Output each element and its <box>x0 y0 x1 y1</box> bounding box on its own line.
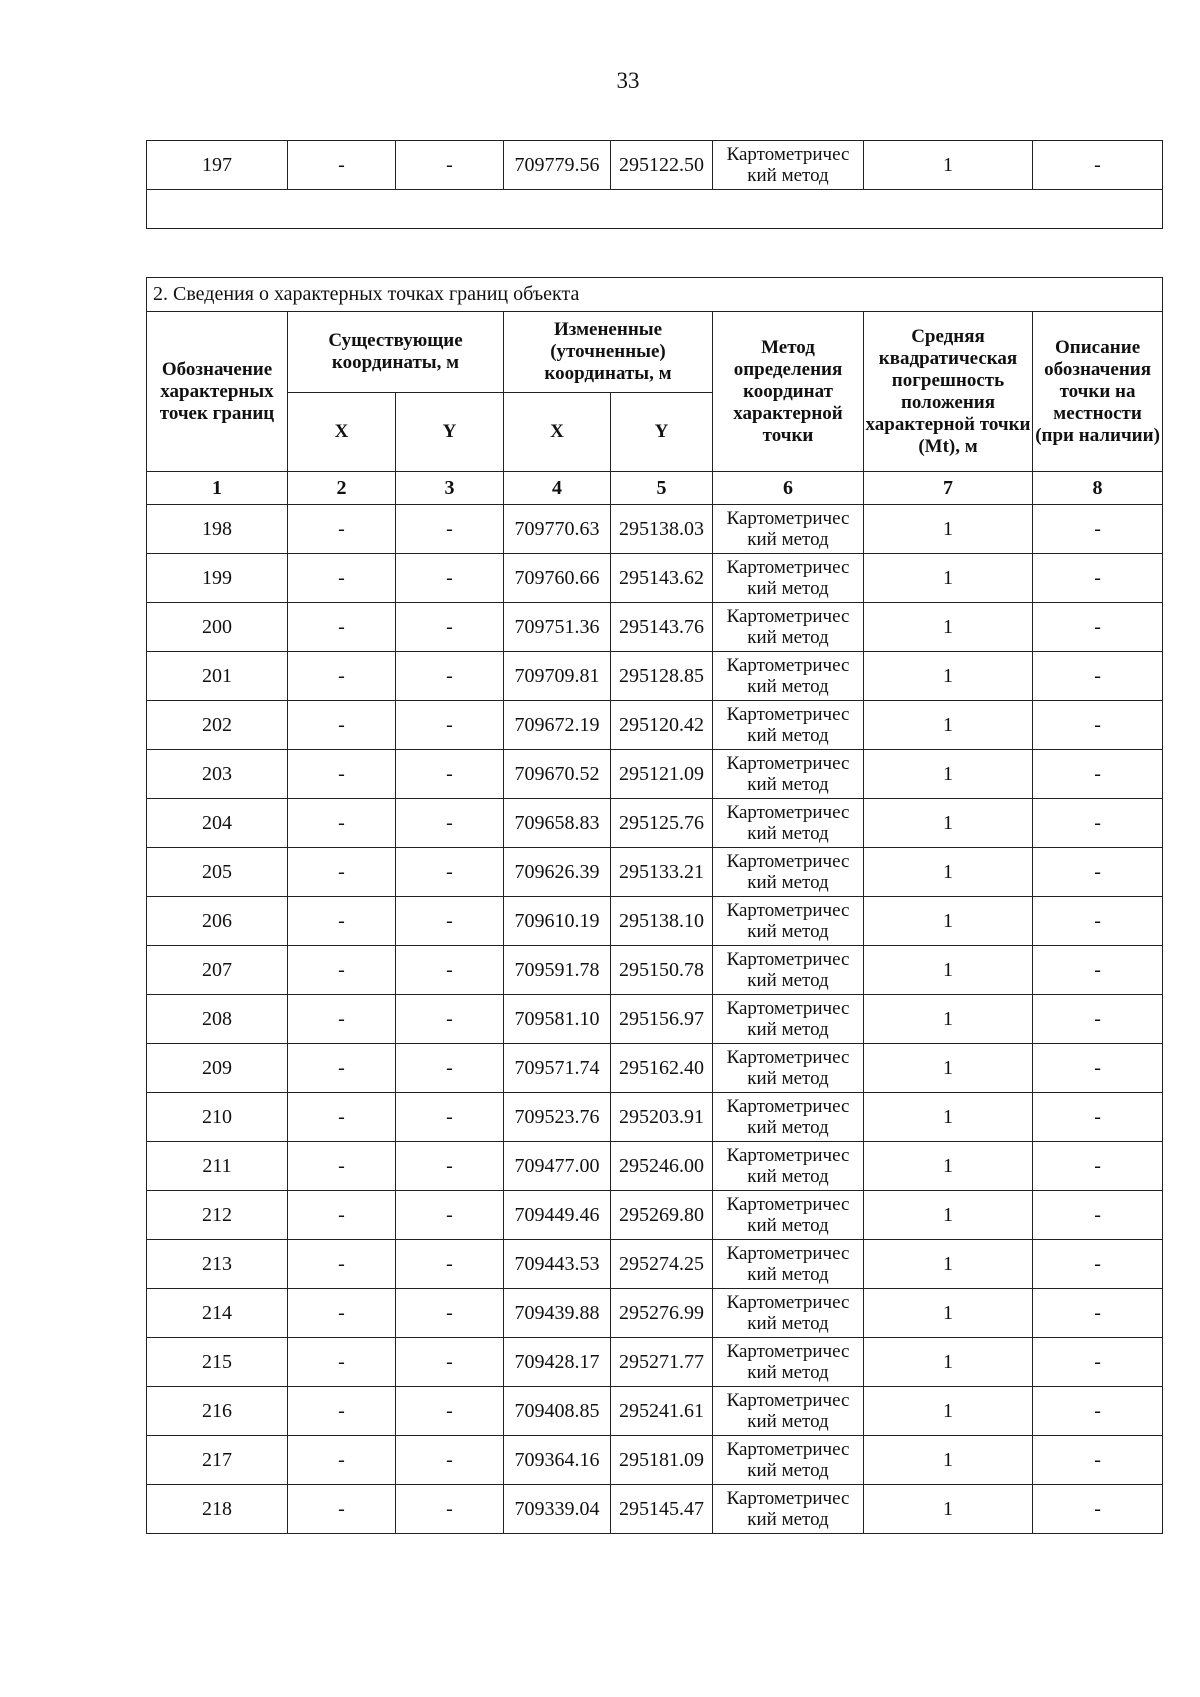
table-row <box>147 1436 1163 1485</box>
method-line-1: Картометричес <box>726 1194 850 1215</box>
description-value: - <box>1033 946 1163 995</box>
table-row <box>147 1093 1163 1142</box>
x-new: 709523.76 <box>504 1093 611 1142</box>
error-value: 1 <box>864 799 1033 848</box>
error-value: 1 <box>864 897 1033 946</box>
point-id: 218 <box>147 1485 288 1534</box>
x-existing: - <box>288 897 396 946</box>
x-new: 709591.78 <box>504 946 611 995</box>
x-existing: - <box>288 1240 396 1289</box>
method-line-1: Картометричес <box>726 655 850 676</box>
y-existing: - <box>396 1436 504 1485</box>
y-new: 295120.42 <box>611 701 713 750</box>
column-number: 5 <box>611 472 713 505</box>
method-line-1: Картометричес <box>726 1047 850 1068</box>
method-cell <box>713 652 864 701</box>
x-new: 709449.46 <box>504 1191 611 1240</box>
description-value: - <box>1033 1191 1163 1240</box>
method-line-2: кий метод <box>747 921 829 942</box>
column-number: 3 <box>396 472 504 505</box>
table-row <box>147 1240 1163 1289</box>
description-value: - <box>1033 1338 1163 1387</box>
method-line-1: Картометричес <box>726 1341 850 1362</box>
description-value: - <box>1033 652 1163 701</box>
y-new: 295145.47 <box>611 1485 713 1534</box>
method-line-2: кий метод <box>747 1362 829 1383</box>
error-value: 1 <box>864 995 1033 1044</box>
x-existing: - <box>288 946 396 995</box>
description-value: - <box>1033 848 1163 897</box>
method-line-1: Картометричес <box>726 1488 850 1509</box>
y-existing: - <box>396 1338 504 1387</box>
method-line-1: Картометричес <box>726 998 850 1019</box>
points-table-body <box>147 505 1163 1534</box>
x-existing: - <box>288 603 396 652</box>
method-cell <box>713 1289 864 1338</box>
point-id: 212 <box>147 1191 288 1240</box>
method-line-1: Картометричес <box>726 508 850 529</box>
method-cell <box>713 141 864 190</box>
table-row <box>147 995 1163 1044</box>
section-title: 2. Сведения о характерных точках границ объекта <box>147 278 1163 312</box>
point-id: 201 <box>147 652 288 701</box>
y-existing: - <box>396 603 504 652</box>
table-row <box>147 799 1163 848</box>
y-new: 295143.62 <box>611 554 713 603</box>
y-existing: - <box>396 1485 504 1534</box>
error-value: 1 <box>864 652 1033 701</box>
description-value: - <box>1033 554 1163 603</box>
method-line-2: кий метод <box>747 1509 829 1530</box>
error-value: 1 <box>864 505 1033 554</box>
y-existing: - <box>396 1142 504 1191</box>
method-line-1: Картометричес <box>726 949 850 970</box>
description-value: - <box>1033 995 1163 1044</box>
x-new: 709571.74 <box>504 1044 611 1093</box>
y-new: 295125.76 <box>611 799 713 848</box>
point-id: 202 <box>147 701 288 750</box>
table-row <box>147 848 1163 897</box>
column-number: 4 <box>504 472 611 505</box>
method-cell <box>713 1191 864 1240</box>
point-id: 213 <box>147 1240 288 1289</box>
y-existing: - <box>396 141 504 190</box>
x-new: 709770.63 <box>504 505 611 554</box>
point-id: 207 <box>147 946 288 995</box>
description-value: - <box>1033 897 1163 946</box>
column-number-row <box>147 472 1163 505</box>
y-new: 295150.78 <box>611 946 713 995</box>
method-line-2: кий метод <box>747 1264 829 1285</box>
x-existing: - <box>288 141 396 190</box>
x-existing: - <box>288 1142 396 1191</box>
header-description: Описание обозначения точки на местности (при наличии) <box>1033 312 1163 472</box>
description-value: - <box>1033 141 1163 190</box>
error-value: 1 <box>864 1044 1033 1093</box>
error-value: 1 <box>864 1387 1033 1436</box>
continuation-table <box>146 140 1163 229</box>
points-table <box>146 277 1163 1534</box>
method-line-2: кий метод <box>747 1019 829 1040</box>
method-line-2: кий метод <box>747 676 829 697</box>
table-row <box>147 554 1163 603</box>
method-line-1: Картометричес <box>726 851 850 872</box>
method-line-1: Картометричес <box>726 753 850 774</box>
y-existing: - <box>396 505 504 554</box>
error-value: 1 <box>864 1240 1033 1289</box>
error-value: 1 <box>864 1289 1033 1338</box>
header-changed: Измененные (уточненные) координаты, м <box>504 312 713 393</box>
point-id: 211 <box>147 1142 288 1191</box>
method-line-1: Картометричес <box>726 802 850 823</box>
x-existing: - <box>288 1436 396 1485</box>
y-existing: - <box>396 1240 504 1289</box>
method-cell <box>713 995 864 1044</box>
table-row <box>147 897 1163 946</box>
description-value: - <box>1033 1387 1163 1436</box>
table-row <box>147 505 1163 554</box>
x-existing: - <box>288 701 396 750</box>
x-existing: - <box>288 1044 396 1093</box>
method-cell <box>713 1338 864 1387</box>
point-id: 215 <box>147 1338 288 1387</box>
point-id: 200 <box>147 603 288 652</box>
x-existing: - <box>288 1387 396 1436</box>
x-new: 709779.56 <box>504 141 611 190</box>
method-line-2: кий метод <box>747 1313 829 1334</box>
method-cell <box>713 1142 864 1191</box>
method-cell <box>713 897 864 946</box>
method-line-2: кий метод <box>747 725 829 746</box>
y-new: 295246.00 <box>611 1142 713 1191</box>
table-row <box>147 1044 1163 1093</box>
method-line-2: кий метод <box>747 774 829 795</box>
header-x-existing: X <box>288 393 396 472</box>
description-value: - <box>1033 701 1163 750</box>
y-new: 295156.97 <box>611 995 713 1044</box>
method-line-2: кий метод <box>747 872 829 893</box>
method-cell <box>713 554 864 603</box>
y-new: 295162.40 <box>611 1044 713 1093</box>
y-existing: - <box>396 1191 504 1240</box>
point-id: 217 <box>147 1436 288 1485</box>
error-value: 1 <box>864 848 1033 897</box>
y-new: 295133.21 <box>611 848 713 897</box>
error-value: 1 <box>864 946 1033 995</box>
description-value: - <box>1033 1289 1163 1338</box>
table-row <box>147 652 1163 701</box>
y-new: 295203.91 <box>611 1093 713 1142</box>
method-line-1: Картометричес <box>726 900 850 921</box>
method-cell <box>713 848 864 897</box>
column-number: 7 <box>864 472 1033 505</box>
method-line-2: кий метод <box>747 578 829 599</box>
x-existing: - <box>288 652 396 701</box>
method-line-2: кий метод <box>747 1460 829 1481</box>
y-existing: - <box>396 652 504 701</box>
y-existing: - <box>396 848 504 897</box>
y-existing: - <box>396 946 504 995</box>
x-new: 709751.36 <box>504 603 611 652</box>
header-x-new: X <box>504 393 611 472</box>
point-id: 206 <box>147 897 288 946</box>
x-new: 709709.81 <box>504 652 611 701</box>
point-id: 210 <box>147 1093 288 1142</box>
description-value: - <box>1033 1142 1163 1191</box>
x-existing: - <box>288 505 396 554</box>
column-number: 2 <box>288 472 396 505</box>
page-number: 33 <box>616 68 640 93</box>
error-value: 1 <box>864 701 1033 750</box>
x-existing: - <box>288 848 396 897</box>
table-row <box>147 946 1163 995</box>
table-row <box>147 1142 1163 1191</box>
error-value: 1 <box>864 1338 1033 1387</box>
x-existing: - <box>288 750 396 799</box>
error-value: 1 <box>864 1191 1033 1240</box>
x-new: 709760.66 <box>504 554 611 603</box>
method-line-1: Картометричес <box>726 144 850 165</box>
header-existing: Существующие координаты, м <box>288 312 504 393</box>
method-line-1: Картометричес <box>726 1390 850 1411</box>
method-line-1: Картометричес <box>726 1439 850 1460</box>
x-new: 709626.39 <box>504 848 611 897</box>
description-value: - <box>1033 1436 1163 1485</box>
y-existing: - <box>396 799 504 848</box>
y-new: 295274.25 <box>611 1240 713 1289</box>
point-id: 209 <box>147 1044 288 1093</box>
method-cell <box>713 1044 864 1093</box>
description-value: - <box>1033 1093 1163 1142</box>
y-new: 295241.61 <box>611 1387 713 1436</box>
error-value: 1 <box>864 750 1033 799</box>
x-new: 709408.85 <box>504 1387 611 1436</box>
x-existing: - <box>288 1191 396 1240</box>
error-value: 1 <box>864 603 1033 652</box>
header-y-existing: Y <box>396 393 504 472</box>
x-new: 709610.19 <box>504 897 611 946</box>
empty-row <box>147 190 1163 229</box>
error-value: 1 <box>864 141 1033 190</box>
description-value: - <box>1033 505 1163 554</box>
error-value: 1 <box>864 1485 1033 1534</box>
x-new: 709439.88 <box>504 1289 611 1338</box>
method-line-2: кий метод <box>747 1411 829 1432</box>
point-id: 198 <box>147 505 288 554</box>
y-new: 295181.09 <box>611 1436 713 1485</box>
x-new: 709670.52 <box>504 750 611 799</box>
column-number: 8 <box>1033 472 1163 505</box>
error-value: 1 <box>864 1142 1033 1191</box>
method-line-2: кий метод <box>747 529 829 550</box>
x-existing: - <box>288 1093 396 1142</box>
description-value: - <box>1033 1044 1163 1093</box>
method-line-2: кий метод <box>747 1166 829 1187</box>
header-method: Метод определения координат характерной точки <box>713 312 864 472</box>
description-value: - <box>1033 1485 1163 1534</box>
x-new: 709428.17 <box>504 1338 611 1387</box>
y-new: 295276.99 <box>611 1289 713 1338</box>
table-row <box>147 750 1163 799</box>
method-line-1: Картометричес <box>726 1243 850 1264</box>
x-new: 709443.53 <box>504 1240 611 1289</box>
table-row <box>147 1289 1163 1338</box>
x-existing: - <box>288 1485 396 1534</box>
x-new: 709477.00 <box>504 1142 611 1191</box>
method-line-1: Картометричес <box>726 1292 850 1313</box>
x-existing: - <box>288 554 396 603</box>
table-row <box>147 1387 1163 1436</box>
x-existing: - <box>288 995 396 1044</box>
column-number: 1 <box>147 472 288 505</box>
method-cell <box>713 1387 864 1436</box>
y-new: 295138.10 <box>611 897 713 946</box>
x-existing: - <box>288 1289 396 1338</box>
point-id: 216 <box>147 1387 288 1436</box>
x-existing: - <box>288 799 396 848</box>
point-id: 214 <box>147 1289 288 1338</box>
method-cell <box>713 946 864 995</box>
method-line-2: кий метод <box>747 823 829 844</box>
error-value: 1 <box>864 1093 1033 1142</box>
y-new: 295269.80 <box>611 1191 713 1240</box>
y-existing: - <box>396 701 504 750</box>
point-id: 208 <box>147 995 288 1044</box>
x-existing: - <box>288 1338 396 1387</box>
y-new: 295143.76 <box>611 603 713 652</box>
header-point: Обозначение характерных точек границ <box>147 312 288 472</box>
method-cell <box>713 603 864 652</box>
point-id: 199 <box>147 554 288 603</box>
y-existing: - <box>396 1093 504 1142</box>
method-cell <box>713 1093 864 1142</box>
y-existing: - <box>396 554 504 603</box>
method-cell <box>713 1485 864 1534</box>
method-cell <box>713 750 864 799</box>
method-line-1: Картометричес <box>726 1145 850 1166</box>
y-existing: - <box>396 1387 504 1436</box>
method-line-1: Картометричес <box>726 704 850 725</box>
method-cell <box>713 1436 864 1485</box>
point-id: 203 <box>147 750 288 799</box>
method-line-2: кий метод <box>747 970 829 991</box>
table-row <box>147 1191 1163 1240</box>
method-line-2: кий метод <box>747 1117 829 1138</box>
table-row <box>147 1485 1163 1534</box>
method-cell <box>713 1240 864 1289</box>
header-y-new: Y <box>611 393 713 472</box>
method-line-2: кий метод <box>747 165 829 186</box>
y-new: 295122.50 <box>611 141 713 190</box>
y-new: 295128.85 <box>611 652 713 701</box>
method-line-2: кий метод <box>747 1068 829 1089</box>
method-line-2: кий метод <box>747 627 829 648</box>
point-id: 204 <box>147 799 288 848</box>
error-value: 1 <box>864 1436 1033 1485</box>
table-row <box>147 1338 1163 1387</box>
x-new: 709672.19 <box>504 701 611 750</box>
table-row <box>147 701 1163 750</box>
description-value: - <box>1033 750 1163 799</box>
description-value: - <box>1033 799 1163 848</box>
point-id: 205 <box>147 848 288 897</box>
x-new: 709581.10 <box>504 995 611 1044</box>
x-new: 709658.83 <box>504 799 611 848</box>
error-value: 1 <box>864 554 1033 603</box>
y-existing: - <box>396 995 504 1044</box>
description-value: - <box>1033 1240 1163 1289</box>
y-new: 295121.09 <box>611 750 713 799</box>
method-line-1: Картометричес <box>726 606 850 627</box>
point-id: 197 <box>147 141 288 190</box>
table-row <box>147 603 1163 652</box>
method-line-2: кий метод <box>747 1215 829 1236</box>
method-line-1: Картометричес <box>726 1096 850 1117</box>
description-value: - <box>1033 603 1163 652</box>
y-new: 295138.03 <box>611 505 713 554</box>
y-existing: - <box>396 1289 504 1338</box>
y-existing: - <box>396 897 504 946</box>
column-number: 6 <box>713 472 864 505</box>
y-existing: - <box>396 750 504 799</box>
table-row <box>147 141 1163 190</box>
x-new: 709364.16 <box>504 1436 611 1485</box>
header-error: Средняя квадратическая погрешность положения характерной точки (Mt), м <box>864 312 1033 472</box>
method-line-1: Картометричес <box>726 557 850 578</box>
x-new: 709339.04 <box>504 1485 611 1534</box>
method-cell <box>713 505 864 554</box>
method-cell <box>713 799 864 848</box>
y-existing: - <box>396 1044 504 1093</box>
y-new: 295271.77 <box>611 1338 713 1387</box>
method-cell <box>713 701 864 750</box>
